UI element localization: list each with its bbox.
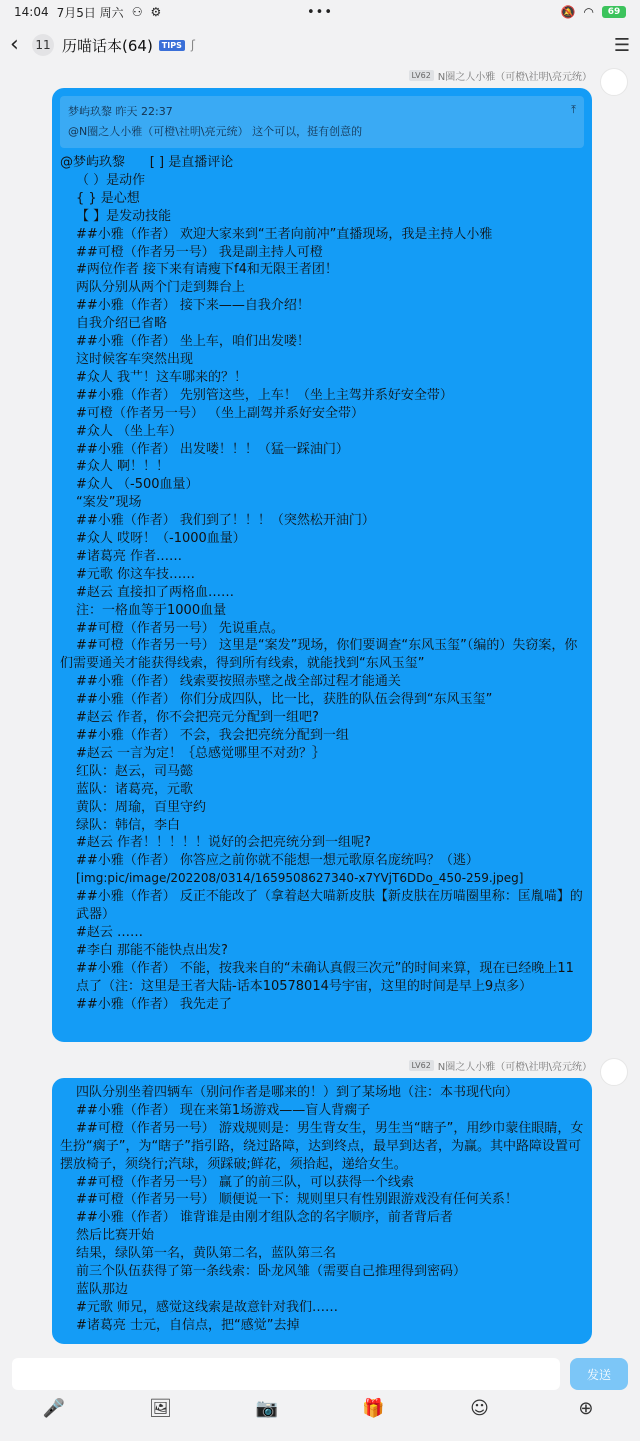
message-line: #两位作者 接下来有请瘦下f4和无限王者团！: [76, 262, 338, 278]
wifi-icon: ◠: [583, 5, 594, 19]
emoji-icon[interactable]: ☺: [470, 1398, 489, 1419]
message-line: #赵云 ……: [76, 924, 144, 940]
back-chevron-icon[interactable]: ‹: [10, 32, 19, 57]
message-line: “案发”现场: [76, 495, 142, 511]
avatar[interactable]: [600, 68, 628, 96]
message-line: @梦屿玖黎 [ ] 是直播评论: [60, 155, 234, 170]
status-bar: [0, 0, 640, 24]
ear-icon: ʃ: [190, 38, 195, 52]
notification-icon: ⚇: [131, 5, 143, 19]
status-date: 7月5日 周六: [56, 5, 124, 20]
message-line: 四队分别坐着四辆车（别问作者是哪来的！）到了某场地（注：本书现代向）: [76, 1085, 519, 1100]
gift-icon[interactable]: 🎁: [361, 1398, 385, 1419]
chat-title: 历喵话本(64): [62, 36, 153, 55]
message-line: ##小雅（作者） 不会，我会把亮统分配到一组: [76, 728, 349, 743]
message-line: ##小雅（作者） 不能，按我来自的“未确认真假三次元”的时间来算，现在已经晚上11点了（注：这里是王者大陆-话本10578014号宇宙，这里的时间是早上9点多）: [76, 960, 574, 994]
message-line: #李白 那能不能快点出发?: [76, 942, 228, 958]
message-line: ##小雅（作者） 你答应之前你就不能想一想元歌原名庞统吗？（逃）: [76, 853, 479, 869]
message-line: ##小雅（作者） 你们分成四队，比一比，获胜的队伍会得到“东风玉玺”: [76, 692, 493, 708]
message-line: 蓝队那边: [76, 1281, 129, 1297]
message-line: 注：一格血等于1000血量: [76, 602, 227, 618]
message-line: 蓝队：诸葛亮，元歌: [76, 781, 194, 797]
message-line: ##可橙（作者另一号） 先说重点。: [76, 620, 284, 636]
message-line: ##可橙（作者另一号） 顺便说一下：规则里只有性别跟游戏没有任何关系！: [76, 1192, 518, 1208]
mute-icon: 🔕: [560, 5, 576, 19]
message-line: ##小雅（作者） 线索要按照赤壁之战全部过程才能通关: [76, 674, 401, 690]
level-badge: LV62: [409, 70, 434, 81]
message-line: 绿队：韩信，李白: [76, 817, 181, 833]
message-line: 结果，绿队第一名，黄队第二名，蓝队第三名: [76, 1246, 337, 1262]
message-line: #赵云 直接扣了两格血……: [76, 584, 235, 600]
message-line: ##小雅（作者） 接下来——自我介绍！: [76, 298, 310, 314]
message-line: #众人 （坐上车）: [76, 423, 183, 439]
message-line: ##小雅（作者） 反正不能改了（拿着赵大喵新皮肤【新皮肤在历喵圈里称：匡胤喵】的武器）: [76, 889, 583, 923]
message-line: #赵云 一言为定！｛总感觉哪里不对劲？｝: [76, 745, 326, 761]
message-line: #可橙（作者另一号） （坐上副驾并系好安全带）: [76, 405, 365, 421]
message-line: ##小雅（作者） 坐上车，咱们出发喽！: [76, 334, 310, 350]
message-line: #众人 我艹！这车哪来的？！: [76, 369, 248, 385]
menu-icon[interactable]: ☰: [613, 34, 630, 56]
message-line: #元歌 你这车技……: [76, 566, 196, 582]
microphone-icon[interactable]: 🎤: [42, 1398, 66, 1419]
group-tag-badge: TIPS: [159, 40, 185, 51]
message-line: ##小雅（作者） 我先走了: [76, 996, 232, 1012]
message-line: #众人 哎呀！（-1000血量）: [76, 531, 246, 547]
message-line: 红队：赵云，司马懿: [76, 763, 194, 779]
message-line: ##小雅（作者） 现在来第1场游戏——盲人背瘸子: [76, 1102, 371, 1118]
message-line: 自我介绍已省略: [76, 316, 168, 332]
message-line: ##小雅（作者） 欢迎大家来到“王者向前冲”直播现场，我是主持人小雅: [76, 226, 493, 242]
battery-icon: 69: [602, 6, 626, 18]
message-line: #诸葛亮 作者……: [76, 548, 183, 564]
quote-author-time: 梦屿玖黎 昨天 22:37: [68, 105, 173, 118]
message-line: #赵云 作者，你不会把亮元分配到一组吧?: [76, 710, 319, 726]
message-sender-row: [409, 1058, 592, 1073]
input-toolbar: [0, 1398, 640, 1422]
message-line: #元歌 师兄，感觉这线索是故意针对我们……: [76, 1299, 339, 1315]
message-line: ##可橙（作者另一号） 这里是“案发”现场，你们要调查“东风玉玺”（编的）失窃案，你们需要通关才能获得线索，得到所有线索，就能找到“东风玉玺”: [60, 638, 578, 672]
message-line: （ ）是动作: [76, 172, 146, 188]
input-area: [0, 1350, 640, 1441]
message-line: #诸葛亮 士元，自信点，把“感觉”去掉: [76, 1317, 300, 1333]
message-line: ##小雅（作者） 我们到了！！！（突然松开油门）: [76, 513, 375, 529]
message-line: 两队分别从两个门走到舞台上: [76, 280, 246, 296]
message-line: #赵云 作者！！！！！说好的会把亮统分到一组呢?: [76, 835, 371, 851]
message-line: 这时候客车突然出现: [76, 351, 194, 367]
message-image-link[interactable]: [img:pic/image/202208/0314/1659508627340-x7YVjT6DDo_450-259.jpeg]: [76, 871, 524, 886]
plus-icon[interactable]: ⊕: [578, 1398, 594, 1419]
message-line: { } 是心想: [76, 190, 140, 206]
quote-text: @N圈之人小雅（可橙\社明\亮元统） 这个可以，挺有创意的: [68, 125, 363, 138]
avatar[interactable]: [600, 1058, 628, 1086]
level-badge: LV62: [409, 1060, 434, 1071]
message-line: ##小雅（作者） 出发喽！！！（猛一踩油门）: [76, 441, 349, 457]
quoted-reply[interactable]: [60, 96, 584, 148]
message-line: 前三个队伍获得了第一条线索：卧龙风雏（需要自己推理得到密码）: [76, 1264, 467, 1280]
message-input[interactable]: [12, 1358, 560, 1390]
sender-name: N圈之人小雅（可橙\社明\亮元统）: [437, 1062, 592, 1073]
message-bubble[interactable]: [52, 1078, 592, 1344]
sender-name: N圈之人小雅（可橙\社明\亮元统）: [437, 72, 592, 83]
message-line: #众人 （-500血量）: [76, 477, 199, 493]
send-button[interactable]: 发送: [570, 1358, 628, 1390]
message-line: ##小雅（作者） 谁背谁是由刚才组队念的名字顺序，前者背后者: [76, 1210, 453, 1226]
message-bubble[interactable]: [52, 88, 592, 1042]
image-icon[interactable]: 🖼: [148, 1398, 172, 1419]
message-line: ##小雅（作者） 先别管这些，上车！（坐上主驾并系好安全带）: [76, 387, 453, 403]
message-line: ##可橙（作者另一号） 赢了的前三队，可以获得一个线索: [76, 1174, 414, 1190]
unread-count-badge[interactable]: 11: [32, 34, 54, 56]
jump-to-original-icon[interactable]: ⤒: [571, 103, 576, 116]
message-line: 【 】是发动技能: [76, 208, 172, 224]
message-sender-row: [409, 68, 592, 83]
message-line: 黄队：周瑜，百里守约: [76, 799, 207, 815]
chat-header: [0, 28, 640, 62]
message-line: ##可橙（作者另一号） 我是副主持人可橙: [76, 244, 323, 260]
status-time: 14:04: [14, 5, 49, 19]
camera-icon[interactable]: 📷: [255, 1398, 278, 1419]
message-line: ##可橙（作者另一号） 游戏规则是：男生背女生，男生当“瞎子”，用纱巾蒙住眼睛，女生扮“瘸子”，为“瞎子”指引路，绕过路障，达到终点，最早到达者，为赢。其中路障设置可摆放椅子，须绕行;汽球，须踩破;鲜花，须拾起，递给女生。: [60, 1120, 584, 1172]
message-line: #众人 啊！！！: [76, 459, 170, 475]
settings-icon: ⚙: [150, 5, 162, 19]
message-line: 然后比赛开始: [76, 1228, 155, 1244]
status-dots: •••: [306, 4, 333, 20]
